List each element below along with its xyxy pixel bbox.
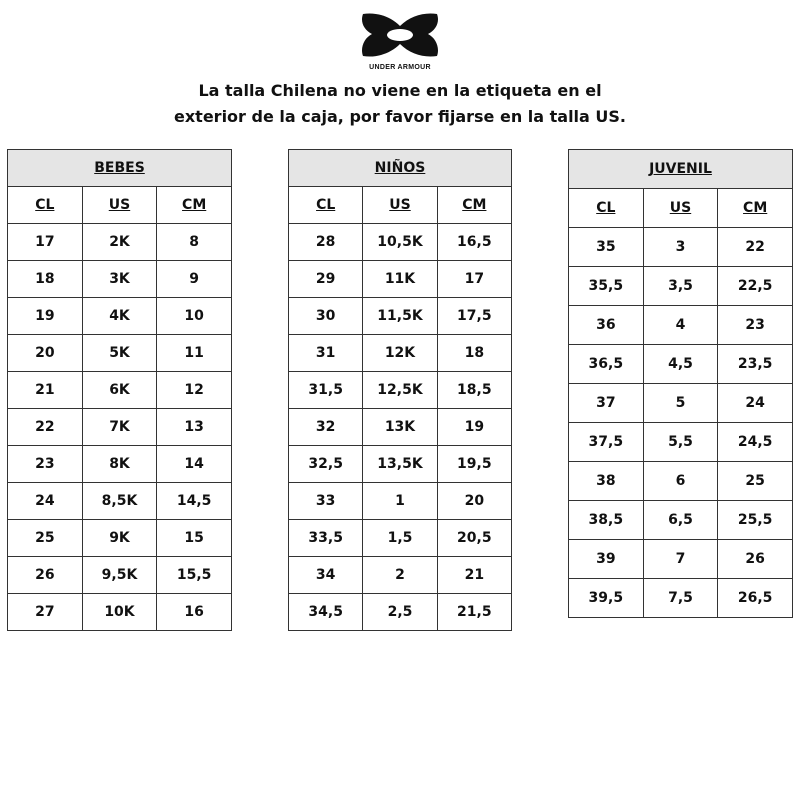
table-header-row [289,187,512,224]
table-row [289,224,512,261]
table-cell: 19 [8,298,83,335]
table-row [8,372,232,409]
column-header: CM [437,187,511,224]
table-cell: 13K [363,409,437,446]
table-header-row [569,189,793,228]
column-header: CL [289,187,363,224]
table-row [289,557,512,594]
size-table-ninos [288,149,512,631]
column-header: US [363,187,437,224]
table-cell: 19,5 [437,446,511,483]
table-cell: 19 [437,409,511,446]
table-cell: 36,5 [569,345,644,384]
table-cell: 9,5K [82,557,157,594]
table-row [569,462,793,501]
table-cell: 22 [718,228,793,267]
table-row [8,298,232,335]
table-row [289,335,512,372]
table-cell: 12 [157,372,232,409]
table-cell: 2,5 [363,594,437,631]
table-cell: 35 [569,228,644,267]
table-row [289,372,512,409]
column-header: US [82,187,157,224]
table-row [569,579,793,618]
table-row [8,557,232,594]
table-cell: 4 [643,306,718,345]
table-cell: 21 [437,557,511,594]
table-cell: 14 [157,446,232,483]
column-header: US [643,189,718,228]
table-cell: 34 [289,557,363,594]
table-cell: 2K [82,224,157,261]
table-cell: 11K [363,261,437,298]
table-cell: 17,5 [437,298,511,335]
table-cell: 7,5 [643,579,718,618]
table-row [8,261,232,298]
table-cell: 11,5K [363,298,437,335]
notice-line-2: exterior de la caja, por favor fijarse en la talla US. [174,107,626,126]
table-cell: 26 [8,557,83,594]
table-cell: 3K [82,261,157,298]
table-cell: 25 [718,462,793,501]
table-cell: 13,5K [363,446,437,483]
table-cell: 21 [8,372,83,409]
table-cell: 34,5 [289,594,363,631]
table-row [8,594,232,631]
table-cell: 12K [363,335,437,372]
table-cell: 32 [289,409,363,446]
table-row [8,224,232,261]
table-cell: 6,5 [643,501,718,540]
table-cell: 26 [718,540,793,579]
logo-wordmark: UNDER ARMOUR [369,64,431,71]
table-cell: 15,5 [157,557,232,594]
table-cell: 5 [643,384,718,423]
table-row [8,483,232,520]
size-notice [100,78,700,130]
table-cell: 18,5 [437,372,511,409]
table-cell: 7K [82,409,157,446]
table-row [8,409,232,446]
table-cell: 8,5K [82,483,157,520]
under-armour-logo-icon [340,8,460,64]
table-cell: 20 [437,483,511,520]
table-row [569,228,793,267]
table-row [289,446,512,483]
table-cell: 18 [8,261,83,298]
table-cell: 24,5 [718,423,793,462]
table-row [8,446,232,483]
table-cell: 17 [8,224,83,261]
table-row [289,483,512,520]
table-cell: 27 [8,594,83,631]
table-cell: 10,5K [363,224,437,261]
table-cell: 35,5 [569,267,644,306]
table-cell: 5,5 [643,423,718,462]
column-header: CM [157,187,232,224]
table-cell: 22 [8,409,83,446]
table-title: BEBES [8,150,232,187]
table-cell: 24 [8,483,83,520]
table-row [569,345,793,384]
table-cell: 6 [643,462,718,501]
table-cell: 2 [363,557,437,594]
table-cell: 39,5 [569,579,644,618]
table-cell: 31,5 [289,372,363,409]
column-header: CL [569,189,644,228]
table-title: JUVENIL [569,150,793,189]
table-cell: 17 [437,261,511,298]
column-header: CM [718,189,793,228]
table-row [569,540,793,579]
table-cell: 29 [289,261,363,298]
table-cell: 22,5 [718,267,793,306]
table-cell: 23 [8,446,83,483]
table-cell: 8K [82,446,157,483]
table-cell: 23,5 [718,345,793,384]
table-cell: 13 [157,409,232,446]
table-cell: 21,5 [437,594,511,631]
table-row [569,267,793,306]
table-cell: 3 [643,228,718,267]
table-cell: 37 [569,384,644,423]
table-cell: 14,5 [157,483,232,520]
size-table-juvenil [568,149,793,618]
table-row [289,298,512,335]
table-row [289,261,512,298]
table-cell: 30 [289,298,363,335]
table-cell: 39 [569,540,644,579]
table-cell: 32,5 [289,446,363,483]
table-header-row [8,187,232,224]
table-cell: 10 [157,298,232,335]
table-row [569,306,793,345]
table-cell: 9 [157,261,232,298]
table-cell: 26,5 [718,579,793,618]
table-cell: 20,5 [437,520,511,557]
table-row [8,335,232,372]
table-cell: 10K [82,594,157,631]
table-cell: 18 [437,335,511,372]
table-cell: 31 [289,335,363,372]
table-row [289,520,512,557]
table-cell: 12,5K [363,372,437,409]
table-cell: 1,5 [363,520,437,557]
table-cell: 4,5 [643,345,718,384]
table-cell: 7 [643,540,718,579]
table-cell: 25 [8,520,83,557]
table-row [289,594,512,631]
table-cell: 28 [289,224,363,261]
table-cell: 16,5 [437,224,511,261]
notice-line-1: La talla Chilena no viene en la etiqueta en el [198,81,602,100]
table-row [569,501,793,540]
table-cell: 37,5 [569,423,644,462]
table-cell: 33 [289,483,363,520]
table-cell: 6K [82,372,157,409]
table-cell: 3,5 [643,267,718,306]
under-armour-logo [340,8,460,74]
table-cell: 20 [8,335,83,372]
table-row [569,384,793,423]
table-cell: 5K [82,335,157,372]
table-cell: 33,5 [289,520,363,557]
table-cell: 1 [363,483,437,520]
column-header: CL [8,187,83,224]
table-cell: 36 [569,306,644,345]
table-row [8,520,232,557]
table-cell: 38,5 [569,501,644,540]
table-cell: 38 [569,462,644,501]
table-cell: 16 [157,594,232,631]
table-cell: 9K [82,520,157,557]
table-row [569,423,793,462]
table-title: NIÑOS [289,150,512,187]
table-row [289,409,512,446]
table-cell: 11 [157,335,232,372]
table-cell: 15 [157,520,232,557]
table-cell: 4K [82,298,157,335]
size-table-bebes [7,149,232,631]
table-cell: 23 [718,306,793,345]
table-cell: 8 [157,224,232,261]
table-cell: 25,5 [718,501,793,540]
table-cell: 24 [718,384,793,423]
